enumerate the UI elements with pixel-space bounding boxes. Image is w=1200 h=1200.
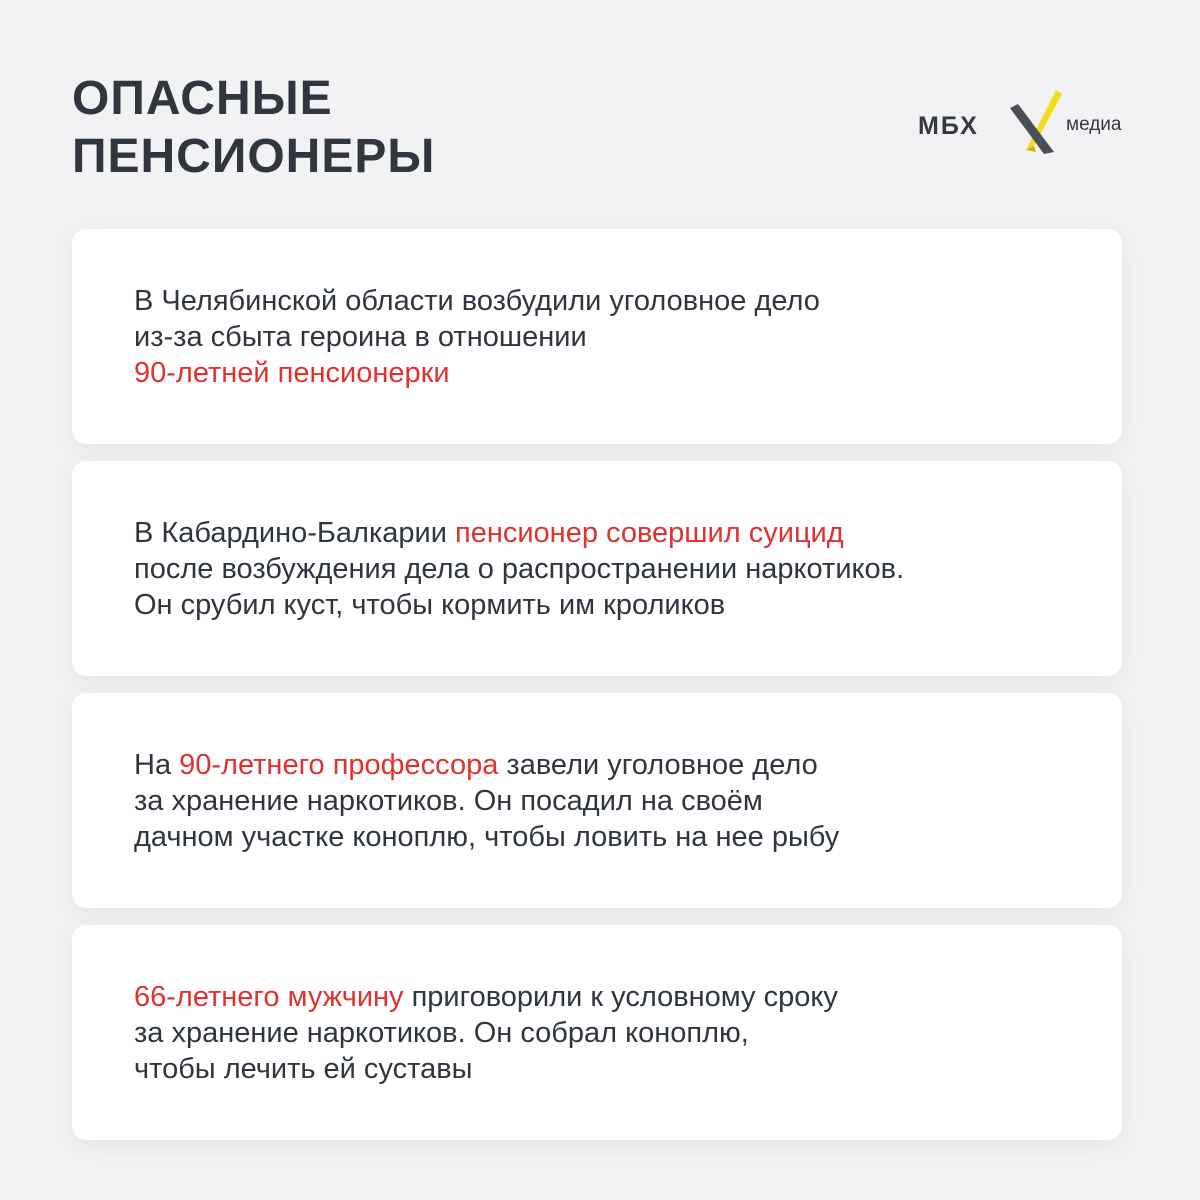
body-text: чтобы лечить ей суставы <box>134 1052 473 1085</box>
highlight-text: пенсионер совершил суицид <box>455 516 844 549</box>
story-text <box>134 979 838 1087</box>
body-text: На <box>134 748 180 781</box>
body-text: Он срубил куст, чтобы кормить им кроликов <box>134 588 726 621</box>
highlight-text: 90-летнего профессора <box>179 748 499 781</box>
story-card-1 <box>72 229 1122 444</box>
body-text: дачном участке коноплю, чтобы ловить на нее рыбу <box>134 820 840 853</box>
title-line-1: ОПАСНЫЕ <box>72 72 333 125</box>
brand-logo <box>918 88 1128 158</box>
story-card-2 <box>72 461 1122 676</box>
body-text: из-за сбыта героина в отношении <box>134 320 587 353</box>
story-line <box>134 783 839 819</box>
body-text: после возбуждения дела о распространении наркотиков. <box>134 552 905 585</box>
story-card-3 <box>72 693 1122 908</box>
story-line <box>134 515 904 551</box>
story-line <box>134 587 904 623</box>
story-line <box>134 283 820 319</box>
body-text: за хранение наркотиков. Он собрал коноплю, <box>134 1016 749 1049</box>
title-line-2: ПЕНСИОНЕРЫ <box>72 130 436 183</box>
story-line <box>134 979 838 1015</box>
story-line <box>134 551 904 587</box>
story-line <box>134 1051 838 1087</box>
story-line <box>134 1015 838 1051</box>
story-line <box>134 319 820 355</box>
body-text: приговорили к условному сроку <box>403 980 838 1013</box>
body-text: В Кабардино-Балкарии <box>134 516 455 549</box>
story-card-4 <box>72 925 1122 1140</box>
story-text <box>134 747 839 855</box>
body-text: за хранение наркотиков. Он посадил на своём <box>134 784 763 817</box>
logo-left-text: МБХ <box>918 112 979 140</box>
body-text: завели уголовное дело <box>498 748 818 781</box>
logo-right-text: медиа <box>1066 114 1122 135</box>
story-text <box>134 515 904 623</box>
highlight-text: 66-летнего мужчину <box>134 980 404 1013</box>
story-line <box>134 747 839 783</box>
body-text: В Челябинской области возбудили уголовное дело <box>134 284 820 317</box>
story-line <box>134 819 839 855</box>
story-line <box>134 355 820 391</box>
page-title <box>72 70 435 186</box>
highlight-text: 90-летней пенсионерки <box>134 356 450 389</box>
story-text <box>134 283 820 391</box>
